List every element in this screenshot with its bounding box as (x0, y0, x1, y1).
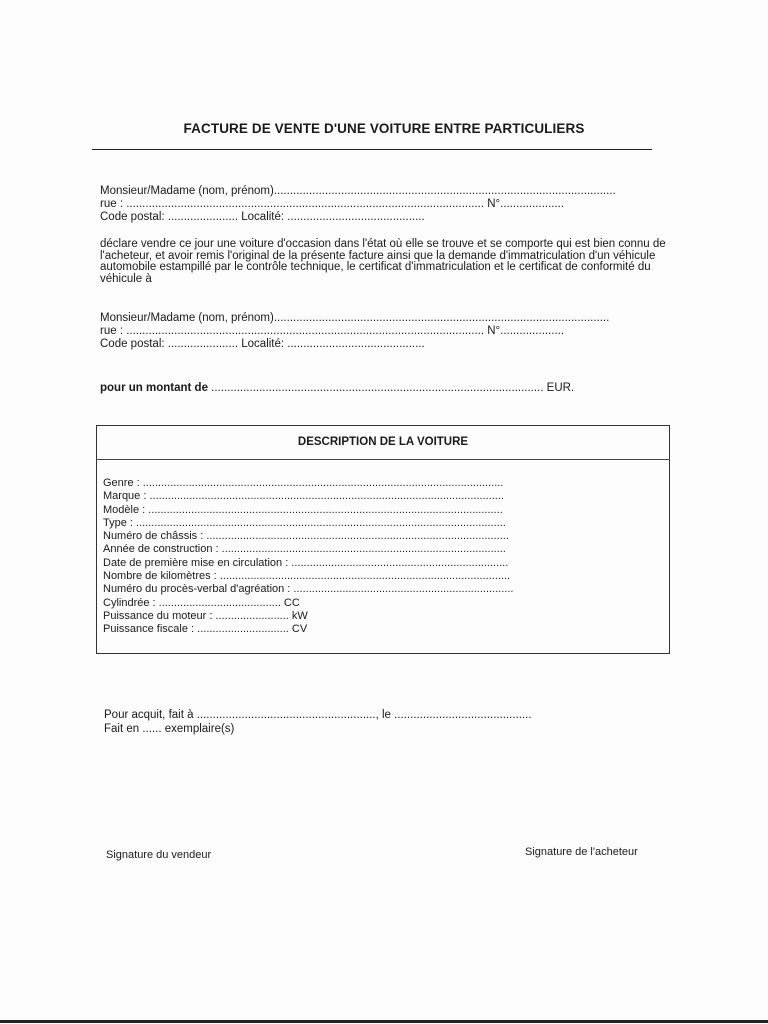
field-chassis: Numéro de châssis : ................................................................................................... (103, 530, 509, 543)
field-cylindree: Cylindrée : ........................................ CC (103, 596, 300, 609)
seller-name-line: Monsieur/Madame (nom, prénom)........................................................................................................... (100, 185, 616, 197)
amount-label: pour un montant de (100, 382, 208, 394)
field-puissance-moteur: Puissance du moteur : ........................ kW (103, 609, 308, 622)
page-bottom-edge (0, 1020, 768, 1023)
document-title: FACTURE DE VENTE D'UNE VOITURE ENTRE PARTICULIERS (183, 121, 585, 136)
field-annee: Année de construction : ............................................................................................. (103, 543, 506, 556)
buyer-signature-label: Signature de l'acheteur (525, 846, 638, 858)
title-underline (92, 149, 652, 150)
field-genre: Genre : ...................................................................................................................... (103, 477, 504, 489)
field-puissance-fiscale: Puissance fiscale : .............................. CV (103, 623, 308, 636)
amount-line (100, 382, 574, 394)
description-header-divider (96, 459, 670, 460)
buyer-postal-line: Code postal: ...................... Localité: ........................................... (100, 338, 425, 350)
field-mise-en-circulation: Date de première mise en circulation : ....................................................................... (103, 556, 509, 569)
field-proces-verbal: Numéro du procès-verbal d'agréation : ........................................................................ (103, 583, 514, 596)
amount-dots: ........................................................................................................ EUR. (207, 382, 575, 394)
description-title: DESCRIPTION DE LA VOITURE (297, 436, 469, 448)
field-marque: Marque : .................................................................................................................... (103, 490, 504, 503)
copies-line: Fait en ...... exemplaire(s) (104, 723, 235, 735)
seller-signature-label: Signature du vendeur (106, 849, 212, 861)
buyer-name-line: Monsieur/Madame (nom, prénom)......................................................................................................... (100, 312, 610, 324)
field-modele: Modèle : .................................................................................................................... (103, 503, 503, 516)
buyer-street-line: rue : ................................................................................................................ N°.................... (100, 325, 565, 337)
field-type: Type : ......................................................................................................................... (103, 516, 506, 529)
description-fields (103, 477, 513, 637)
seller-postal-line: Code postal: ...................... Localité: ........................................... (100, 211, 425, 223)
seller-street-line: rue : ................................................................................................................ N°.................... (100, 198, 565, 210)
field-kilometres: Nombre de kilomètres : ............................................................................................... (103, 570, 511, 583)
acquit-line: Pour acquit, fait à ........................................................, le ........................................... (104, 709, 532, 721)
declaration-paragraph: déclare vendre ce jour une voiture d'occasion dans l'état où elle se trouve et se comporte qui est bien connu de l'acheteur, et avoir remis l'original de la présente facture ainsi que la demande d'immatriculation d'un véhicule automobile estampillé par le contrôle technique, le certificat d'immatriculation et le certificat de conformité du véhicule à (100, 238, 666, 285)
